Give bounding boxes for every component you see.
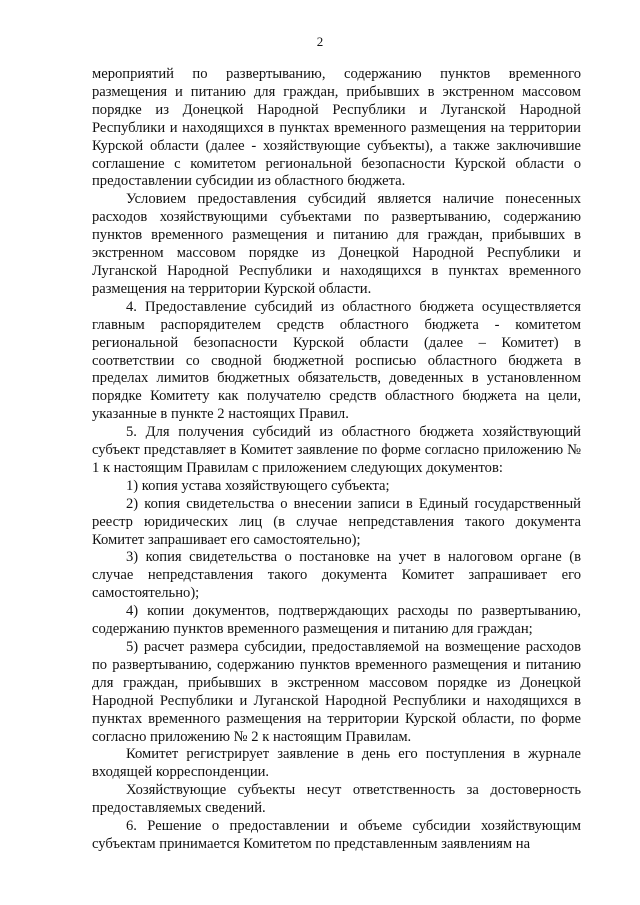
paragraph-clause-4: 4. Предоставление субсидий из областного бюджета осуществляется главным распорядителем средств областного бюджета - комитетом региональной безопасности Курской области (далее – Комитет) в соответствии со сводной бюджетной росписью областного бюджета в пределах лимитов бюджетных обязательств, доведенных в установленном порядке Комитету как получателю средств областного бюджета на цели, указанные в пункте 2 настоящих Правил.	[92, 298, 581, 423]
list-item-3: 3) копия свидетельства о постановке на учет в налоговом органе (в случае непредставления такого документа Комитет запрашивает его самостоятельно);	[92, 549, 581, 602]
paragraph-clause-5: 5. Для получения субсидий из областного бюджета хозяйствующий субъект представляет в Комитет заявление по форме согласно приложению № 1 к настоящим Правилам с приложением следующих документов:	[92, 424, 581, 476]
document-body	[92, 66, 581, 854]
page-number: 2	[316, 34, 324, 49]
list-item-5: 5) расчет размера субсидии, предоставляемой на возмещение расходов по развертыванию, содержанию пунктов временного размещения и питанию для граждан, прибывших в экстренном массовом порядке из Донецкой Народной Республики и Луганской Народной Республики и находящихся в пунктах временного размещения на территории Курской области, по форме согласно приложению № 2 к настоящим Правилам.	[92, 639, 581, 745]
list-item-2: 2) копия свидетельства о внесении записи в Единый государственный реестр юридических лиц (в случае непредставления такого документа Комитет запрашивает его самостоятельно);	[92, 495, 581, 548]
paragraph-subsidy-condition: Условием предоставления субсидий является наличие понесенных расходов хозяйствующими субъектами по развертыванию, содержанию пунктов временного размещения и питанию для граждан, прибывших в экстренном массовом порядке из Донецкой Народной Республики и Луганской Народной Республики и находящихся в пунктах временного размещения на территории Курской области.	[92, 191, 581, 297]
paragraph-clause-6: 6. Решение о предоставлении и объеме субсидии хозяйствующим субъектам принимается Комитетом по представленным заявлениям на	[92, 818, 581, 852]
paragraph-responsibility: Хозяйствующие субъекты несут ответственность за достоверность предоставляемых сведений.	[92, 782, 581, 817]
paragraph-registration: Комитет регистрирует заявление в день его поступления в журнале входящей корреспонденции.	[92, 746, 581, 781]
list-item-1: 1) копия устава хозяйствующего субъекта;	[126, 477, 390, 494]
paragraph-intro-continuation: мероприятий по развертыванию, содержанию пунктов временного размещения и питанию для граждан, прибывших в экстренном массовом порядке из Донецкой Народной Республики и Луганской Народной Республики и находящихся в пунктах временного размещения на территории Курской области (далее - хозяйствующие субъекты), а также заключившие соглашение с комитетом региональной безопасности Курской области о предоставлении субсидии из областного бюджета.	[92, 66, 581, 190]
list-item-4: 4) копии документов, подтверждающих расходы по развертыванию, содержанию пунктов временного размещения и питанию для граждан;	[92, 603, 581, 638]
